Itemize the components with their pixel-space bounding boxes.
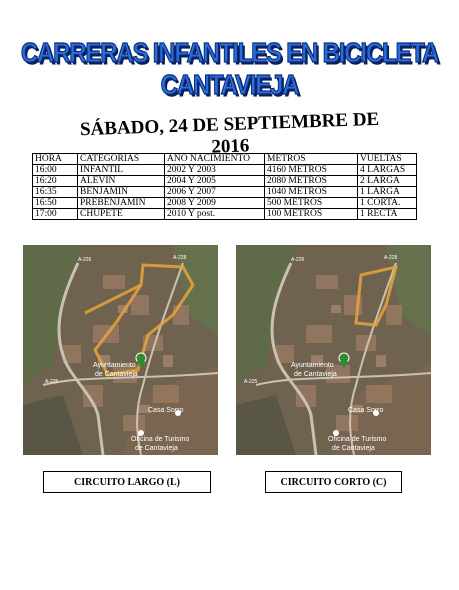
cell-ano: 2008 Y 2009 [165,198,265,209]
cell-metros: 4160 METROS [265,165,358,176]
cell-vueltas: 1 RECTA [358,209,417,220]
cell-ano: 2002 Y 2003 [165,165,265,176]
cell-vueltas: 1 CORTA. [358,198,417,209]
aerial-map-long [23,245,218,455]
road-label-a228: A-228 [173,255,187,261]
map-label-oficina: Oficina de Turismo [328,436,387,443]
aerial-map-short [236,245,431,455]
header-ano-nacimiento: AÑO NACIMIENTO [165,154,265,165]
cell-metros: 500 METROS [265,198,358,209]
caption-long-circuit: CIRCUITO LARGO (L) [43,471,211,493]
cell-metros: 1040 METROS [265,187,358,198]
header-categorias: CATEGORIAS [78,154,165,165]
map-long-circuit [23,245,218,455]
map-label-ayuntamiento-2: de Cantavieja [95,371,138,378]
map-label-casa: Casa Sorro [148,407,184,414]
road-label-a226: A-226 [78,257,92,263]
map-label-ayuntamiento: Ayuntamiento [291,362,334,369]
table-row [33,176,417,187]
cell-categoria: ALEVIN [78,176,165,187]
road-label-a225: A-225 [45,379,59,385]
caption-short-circuit: CIRCUITO CORTO (C) [265,471,402,493]
cell-hora: 16:20 [33,176,78,187]
cell-hora: 16:00 [33,165,78,176]
cell-vueltas: 1 LARGA [358,187,417,198]
cell-metros: 2080 METROS [265,176,358,187]
table-header-row [33,154,417,165]
table-row [33,187,417,198]
cell-metros: 100 METROS [265,209,358,220]
cell-ano: 2004 Y 2005 [165,176,265,187]
road-label-a226: A-226 [291,257,305,263]
table-row [33,165,417,176]
event-date: SÁBADO, 24 DE SEPTIEMBRE DE 2016 [79,108,380,158]
cell-ano: 2010 Y post. [165,209,265,220]
cell-categoria: BENJAMIN [78,187,165,198]
cell-hora: 17:00 [33,209,78,220]
map-short-circuit [236,245,431,455]
cell-hora: 16:50 [33,198,78,209]
map-label-oficina-2: de Cantavieja [332,445,375,452]
title-line-2: CANTAVIEJA [160,69,299,101]
cell-categoria: CHUPETE [78,209,165,220]
road-label-a225: A-225 [244,379,258,385]
header-hora: HORA [33,154,78,165]
map-label-oficina-2: de Cantavieja [135,445,178,452]
cell-categoria: INFANTIL [78,165,165,176]
cell-hora: 16:35 [33,187,78,198]
map-label-ayuntamiento-2: de Cantavieja [294,371,337,378]
title-line-1: CARRERAS INFANTILES EN BICICLETA [20,37,439,69]
cell-vueltas: 2 LARGA [358,176,417,187]
map-label-casa: Casa Sorro [348,407,384,414]
header-vueltas: VUELTAS [358,154,417,165]
table-row [33,209,417,220]
schedule-table [32,153,417,220]
road-label-a228: A-228 [384,255,398,261]
map-label-oficina: Oficina de Turismo [131,436,190,443]
cell-ano: 2006 Y 2007 [165,187,265,198]
map-label-ayuntamiento: Ayuntamiento [93,362,136,369]
cell-vueltas: 4 LARGAS [358,165,417,176]
cell-categoria: PREBENJAMIN [78,198,165,209]
header-metros: METROS [265,154,358,165]
table-row [33,198,417,209]
